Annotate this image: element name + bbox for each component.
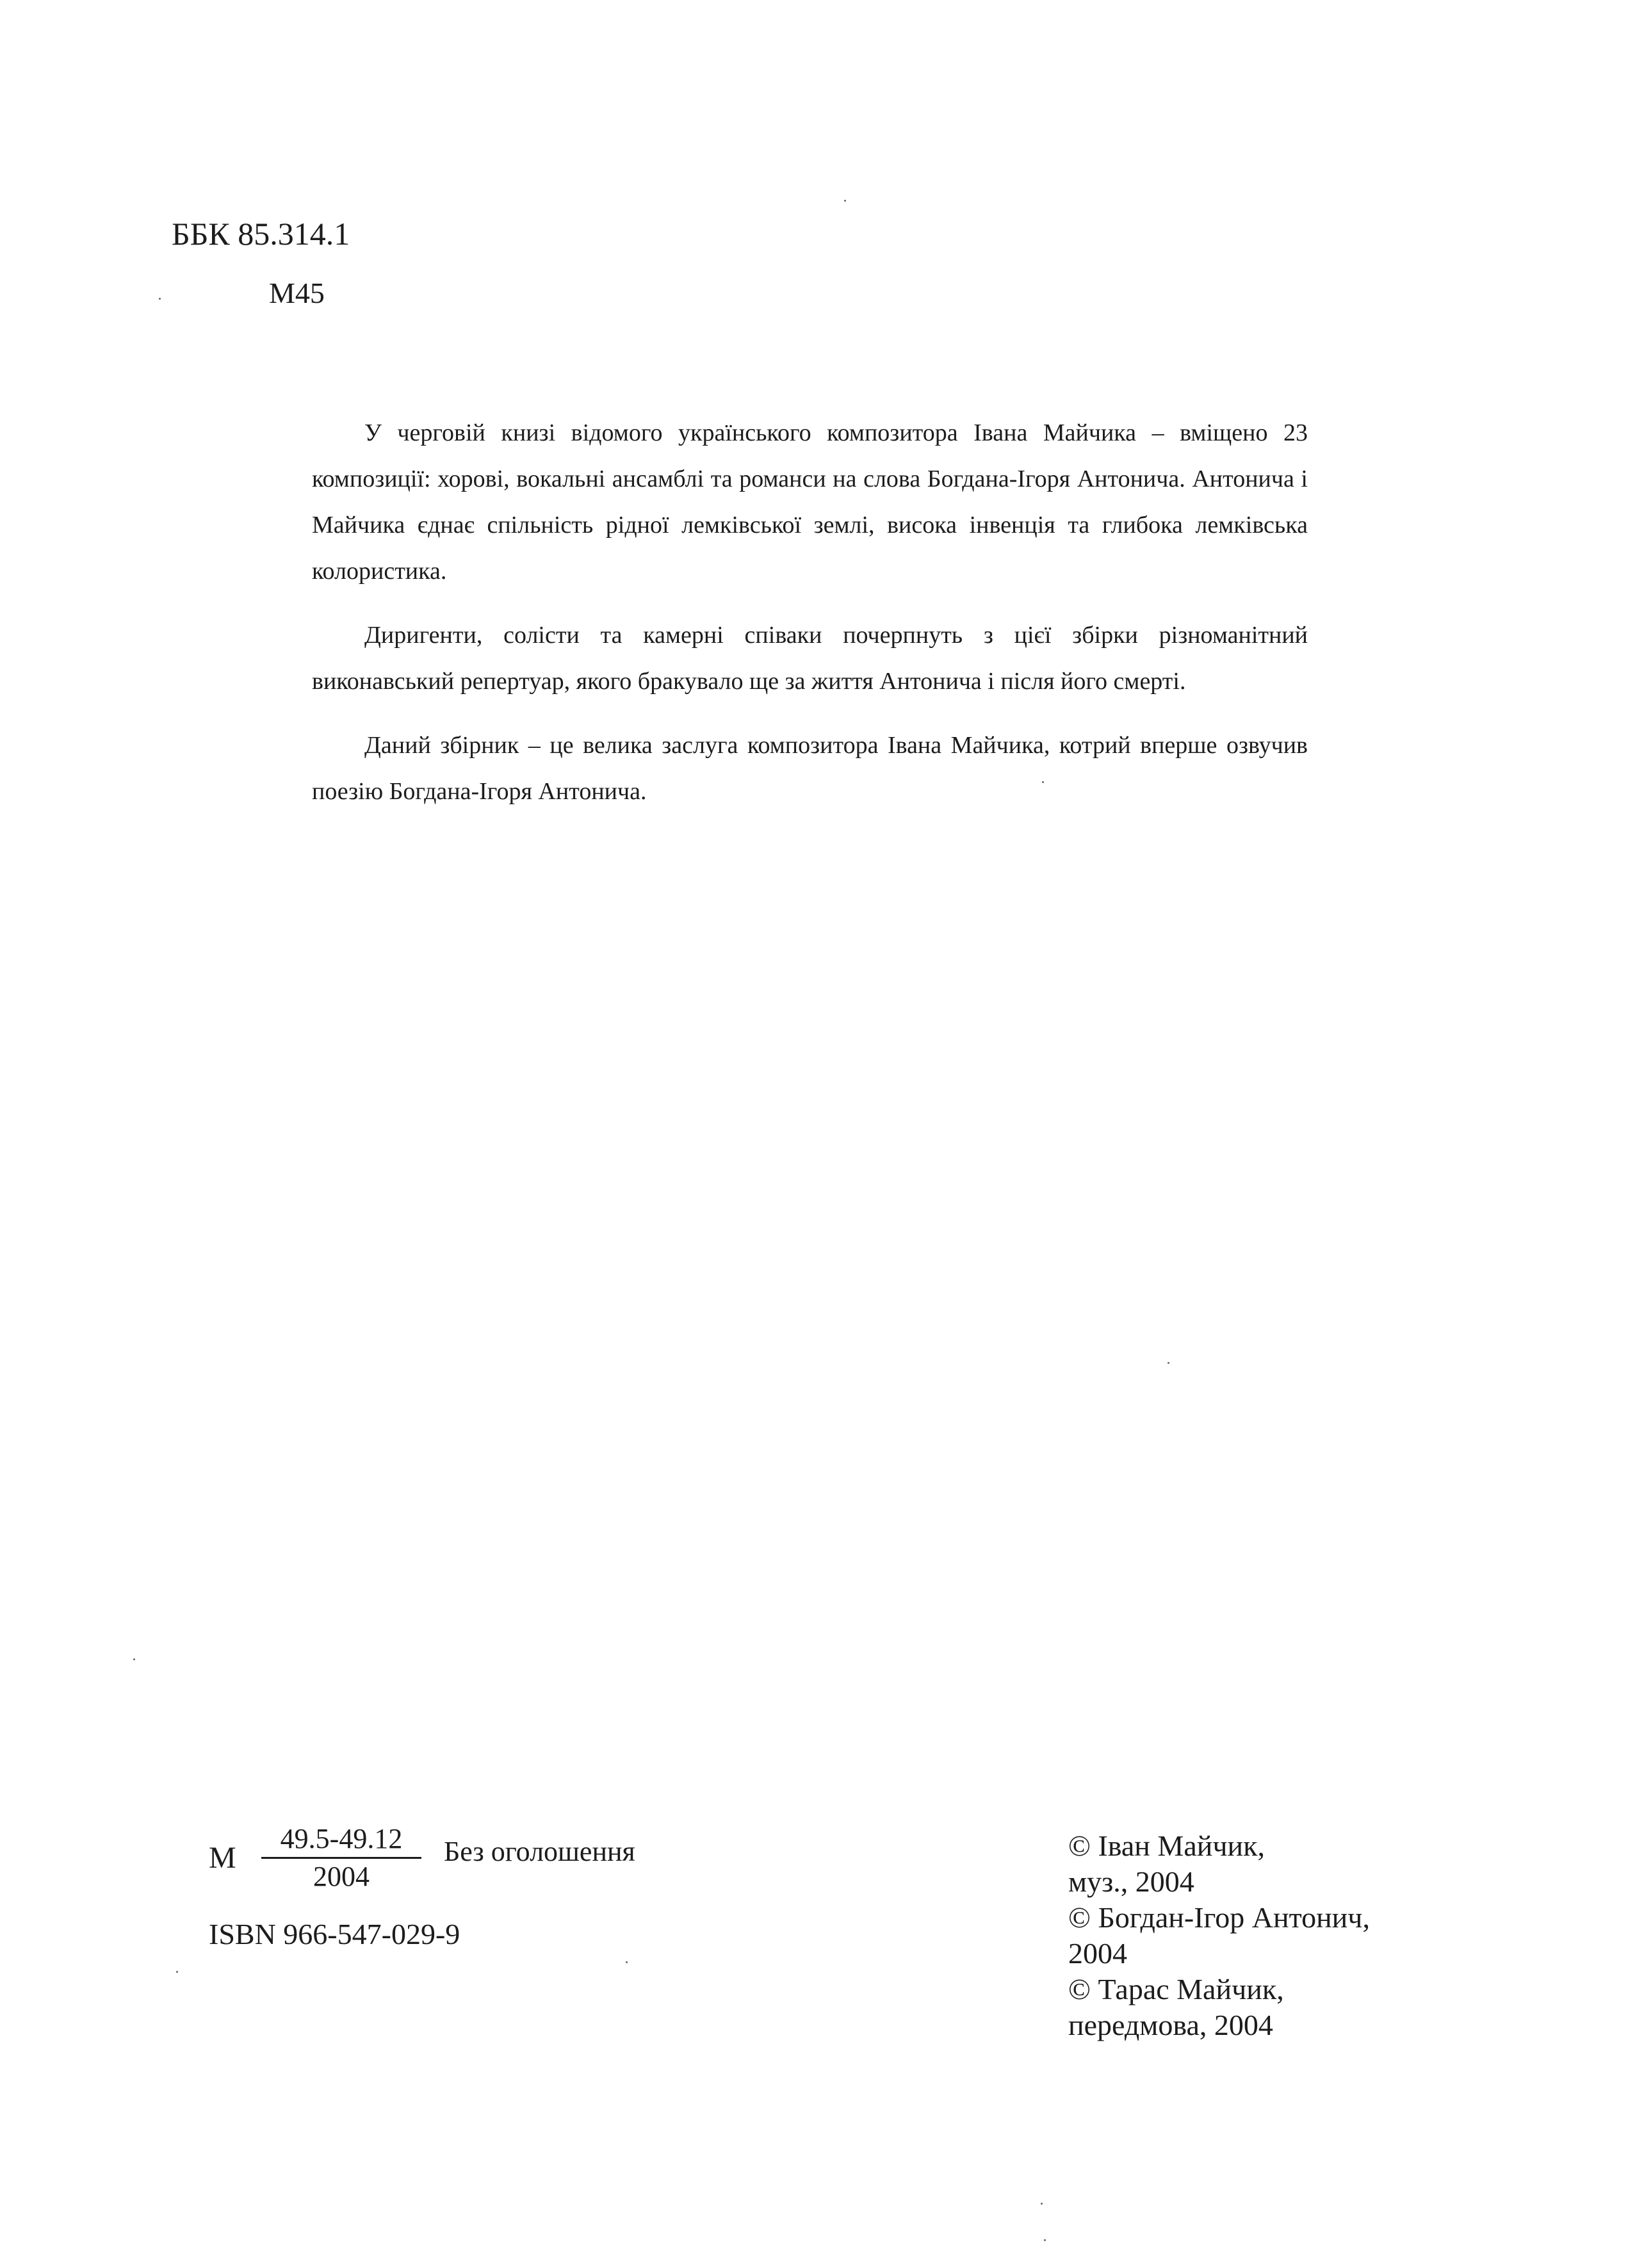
- imprint-note: Без оголошення: [444, 1836, 635, 1867]
- copyright-line: © Тарас Майчик,: [1068, 1973, 1284, 2005]
- author-mark: М45: [269, 277, 325, 309]
- scan-speck: [626, 1961, 628, 1963]
- scan-speck: [1042, 781, 1044, 783]
- bbk-code: ББК 85.314.1: [172, 216, 350, 252]
- fraction-numerator: 49.5-49.12: [261, 1824, 421, 1859]
- annotation-paragraph: Даний збірник – це велика заслуга композитора Івана Майчика, котрий вперше озвучив поезію Богдана-Ігоря Антонича.: [312, 732, 1308, 805]
- scan-speck: [1044, 2239, 1046, 2241]
- scan-speck: [133, 1658, 135, 1660]
- scan-speck: [1041, 2203, 1043, 2205]
- copyright-line: © Іван Майчик,: [1068, 1829, 1265, 1862]
- scan-speck: [176, 1971, 178, 1973]
- imprint-fraction: [261, 1824, 421, 1895]
- copyright-line: муз., 2004: [1068, 1865, 1194, 1898]
- annotation-paragraph: Диригенти, солісти та камерні співаки почерпнуть з цієї збірки різноманітний виконавський репертуар, якого бракувало ще за життя Антонича і після його смерті.: [312, 622, 1308, 695]
- fraction-denominator: 2004: [313, 1861, 370, 1892]
- copyright-line: 2004: [1068, 1937, 1127, 1970]
- annotation-paragraph: У черговій книзі відомого українського композитора Івана Майчика – вміщено 23 композиції: хорові, вокальні ансамблі та романси на слова Богдана-Ігоря Антонича. Антонича і Майчика єднає спільність рідної лемківської землі, висока інвенція та глибока лемківська колористика.: [312, 419, 1308, 585]
- copyright-block: [1068, 1828, 1370, 2043]
- imprint-letter: М: [209, 1841, 236, 1875]
- scan-speck: [159, 298, 161, 300]
- scan-speck: [1168, 1362, 1169, 1364]
- isbn: ISBN 966-547-029-9: [209, 1918, 460, 1950]
- scan-speck: [844, 200, 846, 202]
- annotation: [312, 410, 1308, 832]
- copyright-line: © Богдан-Ігор Антонич,: [1068, 1901, 1370, 1934]
- copyright-line: передмова, 2004: [1068, 2009, 1273, 2041]
